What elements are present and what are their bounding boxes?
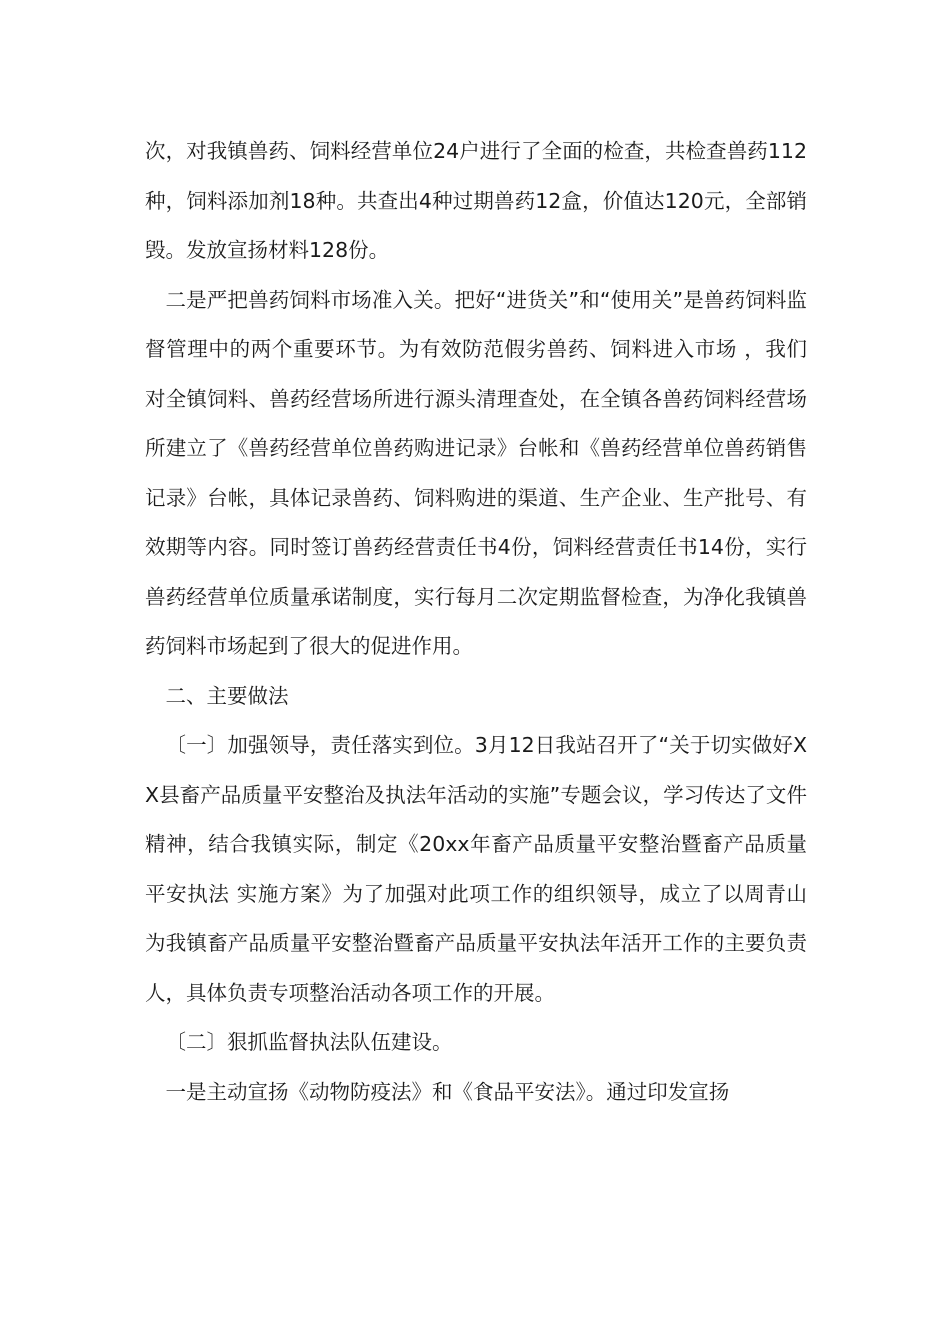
- subheading-supervision-team: 〔二〕狠抓监督执法队伍建设。: [165, 1030, 453, 1054]
- paragraph-publicity: 一是主动宣扬《动物防疫法》和《食品平安法》。通过印发宣扬: [165, 1079, 730, 1104]
- paragraph-market-access: 二是严把兽药饲料市场准入关。把好“进货关”和“使用关”是兽药饲料监督管理中的两个重要环节。为有效防范假劣兽药、饲料进入市场 ，我们对全镇饲料、兽药经营场所进行源头清理查处，在全镇各兽药饲料经营场所建立了《兽药经营单位兽药购进记录》台帐和《兽药经营单位兽药销售记录》台帐，具体记录兽药、饲料购进的渠道、生产企业、生产批号、有效期等内容。同时签订兽药经营责任书4份，饲料经营责任书14份，实行兽药经营单位质量承诺制度，实行每月二次定期监督检查，为净化我镇兽药饲料市场起到了很大的促进作用。: [145, 287, 807, 658]
- section-heading-main-practices: 二、主要做法: [165, 683, 289, 708]
- paragraph-leadership: 〔一〕加强领导，责任落实到位。3月12日我站召开了“关于切实做好XX县畜产品质量平安整治及执法年活动的实施”专题会议，学习传达了文件精神，结合我镇实际，制定《20xx年畜产品质量平安整治暨畜产品质量平安执法 实施方案》为了加强对此项工作的组织领导，成立了以周青山为我镇畜产品质量平安整治暨畜产品质量平安执法年活开工作的主要负责人，具体负责专项整治活动各项工作的开展。: [145, 733, 807, 1005]
- document-page: [145, 127, 807, 1117]
- paragraph-inspection-results: 次，对我镇兽药、饲料经营单位24户进行了全面的检查，共检查兽药112种，饲料添加剂18种。共查出4种过期兽药12盒，价值达120元，全部销毁。发放宣扬材料128份。: [145, 139, 807, 262]
